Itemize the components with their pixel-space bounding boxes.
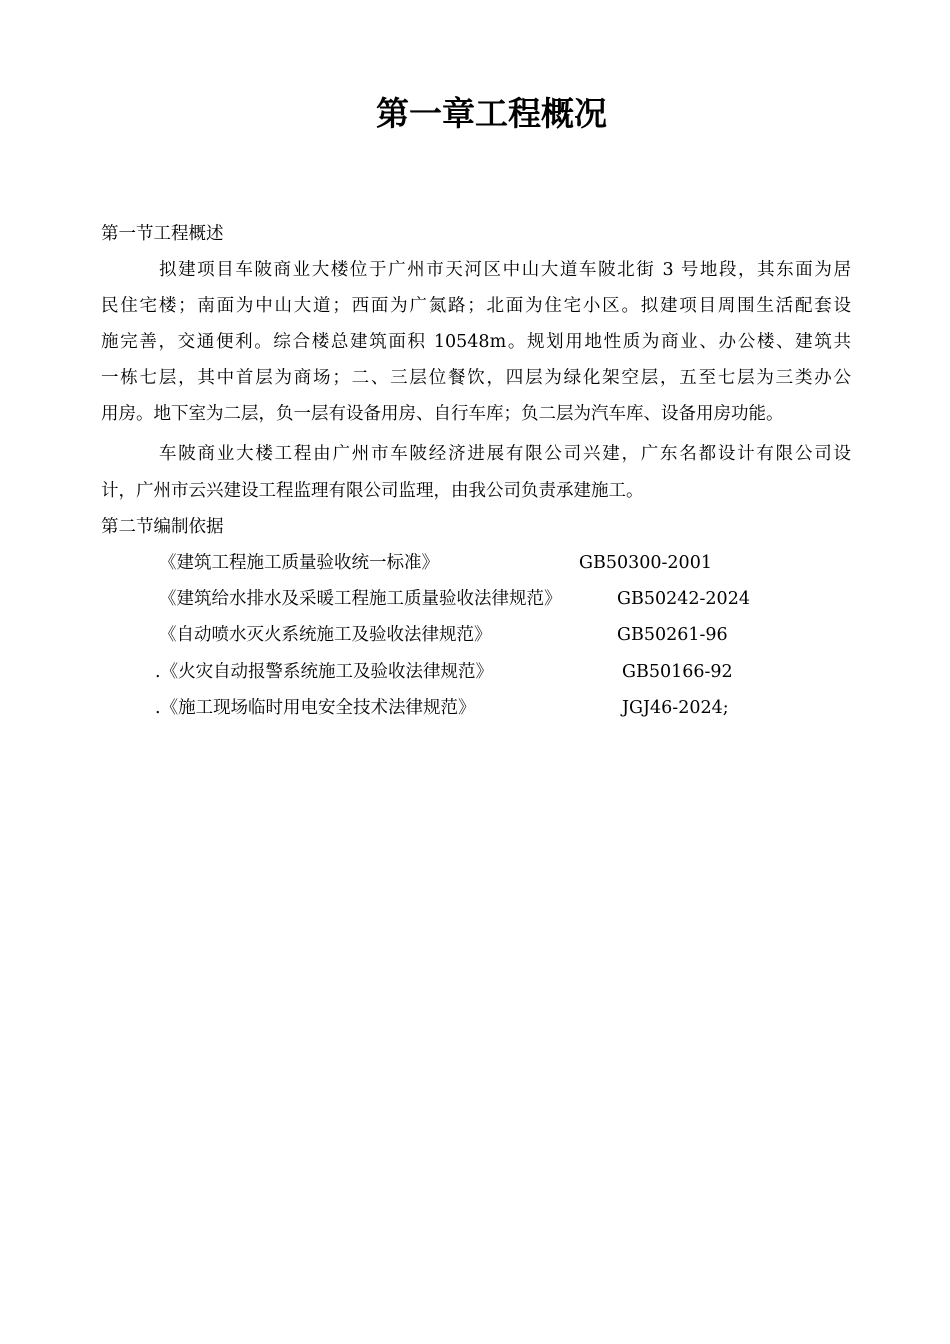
paragraph-line: 一栋七层，其中首层为商场；二、三层位餐饮，四层为绿化架空层，五至七层为三类办公	[101, 368, 851, 388]
paragraph-line: 民住宅楼；南面为中山大道；西面为广氮路；北面为住宅小区。拟建项目周围生活配套设	[101, 296, 851, 316]
standard-code: GB50261-96	[617, 625, 728, 645]
standard-code: JGJ46-2024;	[622, 698, 729, 718]
standard-name: 《建筑给水排水及采暖工程施工质量验收法律规范》	[159, 589, 562, 609]
paragraph-line: 拟建项目车陂商业大楼位于广州市天河区中山大道车陂北街 3 号地段，其东面为居	[159, 260, 851, 280]
chapter-title: 第一章工程概况	[376, 94, 607, 133]
paragraph-line: 车陂商业大楼工程由广州市车陂经济进展有限公司兴建，广东名都设计有限公司设	[159, 444, 851, 464]
section-1-heading: 第一节工程概述	[101, 224, 224, 244]
standard-name: .《火灾自动报警系统施工及验收法律规范》	[155, 662, 494, 682]
standard-name: 《自动喷水灭火系统施工及验收法律规范》	[159, 625, 492, 645]
paragraph-line: 用房。地下室为二层，负一层有设备用房、自行车库；负二层为汽车库、设备用房功能。	[101, 404, 784, 424]
standard-name: 《建筑工程施工质量验收统一标准》	[159, 553, 439, 573]
standard-code: GB50300-2001	[579, 553, 712, 573]
section-2-heading: 第二节编制依据	[101, 517, 224, 537]
standard-code: GB50166-92	[622, 662, 733, 682]
standard-name: .《施工现场临时用电安全技术法律规范》	[155, 698, 476, 718]
standard-code: GB50242-2024	[617, 589, 750, 609]
paragraph-line: 施完善，交通便利。综合楼总建筑面积 10548m。规划用地性质为商业、办公楼、建筑共	[101, 332, 851, 352]
paragraph-line: 计，广州市云兴建设工程监理有限公司监理，由我公司负责承建施工。	[101, 481, 644, 501]
